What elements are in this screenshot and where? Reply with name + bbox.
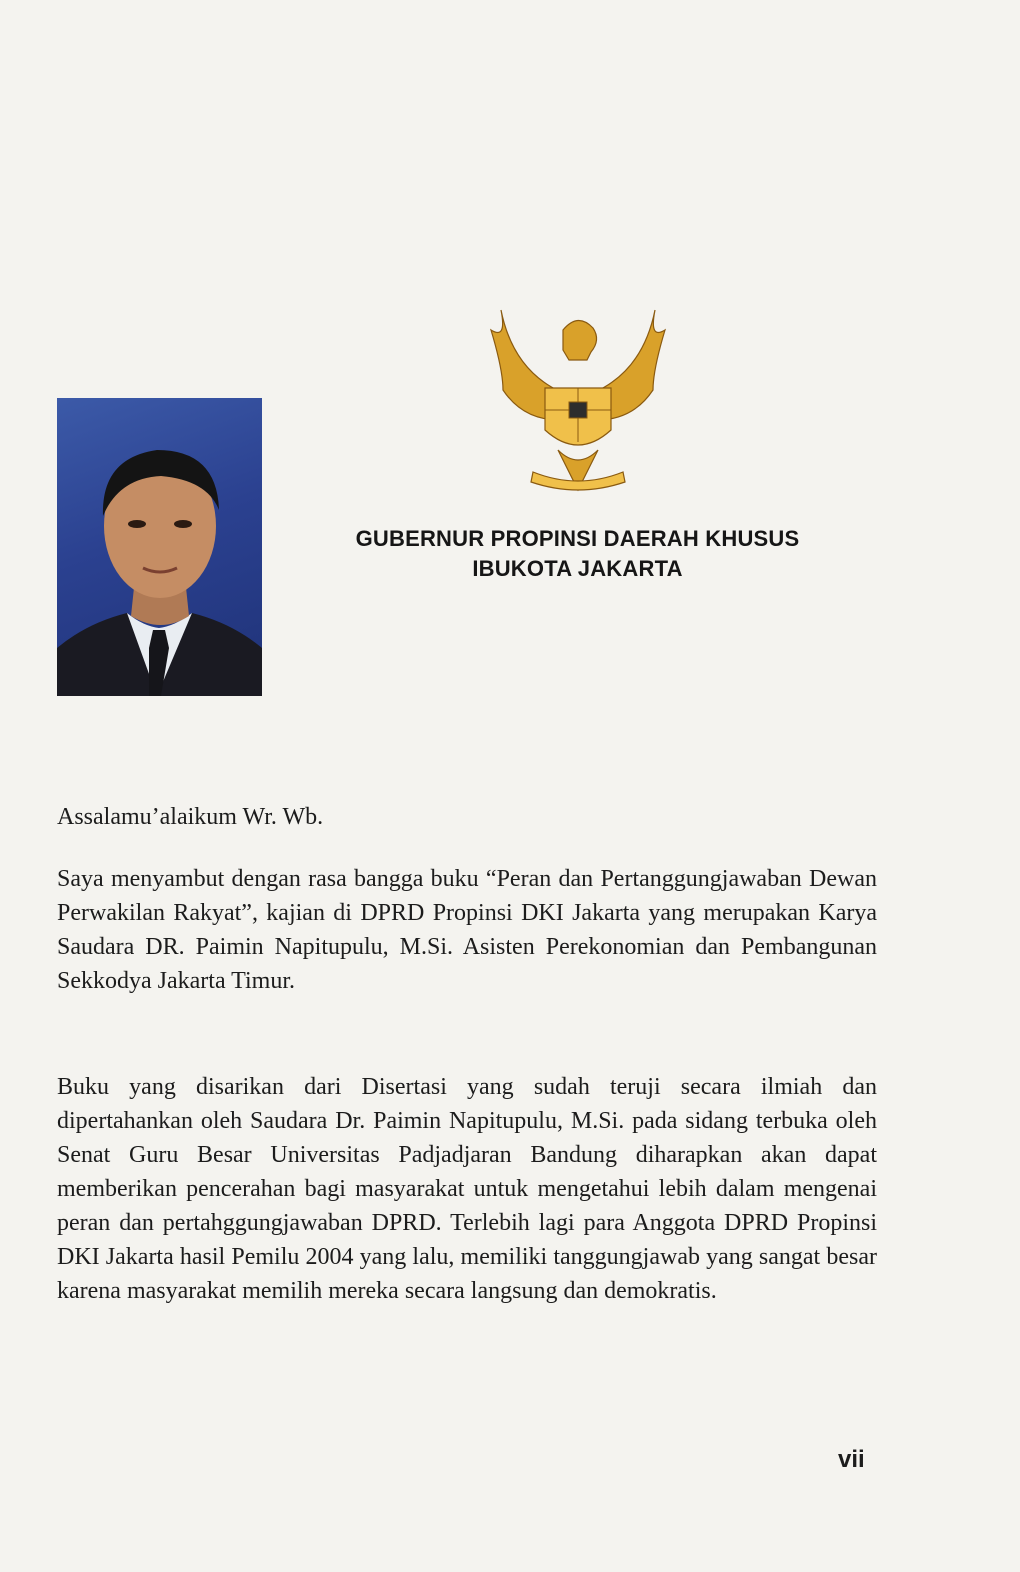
- page-number: vii: [838, 1446, 865, 1473]
- heading-line-2: IBUKOTA JAKARTA: [472, 556, 683, 581]
- garuda-emblem-icon: [483, 300, 673, 500]
- page-heading: [300, 524, 855, 584]
- paragraph-2: Buku yang disarikan dari Disertasi yang sudah teruji secara ilmiah dan dipertahankan oleh Saudara Dr. Paimin Napitupulu, M.Si. pada sidang terbuka oleh Senat Guru Besar Universitas Padjadjaran Bandung diharapkan akan dapat memberikan pencerahan bagi masyarakat untuk mengetahui lebih dalam mengenai peran dan pertahggungjawaban DPRD. Terlebih lagi para Anggota DPRD Propinsi DKI Jakarta hasil Pemilu 2004 yang lalu, memiliki tanggungjawab yang sangat besar karena masyarakat memilih mereka secara langsung dan demokratis.: [57, 1074, 877, 1304]
- greeting: Assalamu’alaikum Wr. Wb.: [57, 804, 324, 830]
- heading-line-1: GUBERNUR PROPINSI DAERAH KHUSUS: [355, 526, 800, 551]
- paragraph-1: Saya menyambut dengan rasa bangga buku “Peran dan Pertanggungjawaban Dewan Perwakilan Rakyat”, kajian di DPRD Propinsi DKI Jakarta yang merupakan Karya Saudara DR. Paimin Napitupulu, M.Si. Asisten Perekonomian dan Pembangunan Sekkodya Jakarta Timur.: [57, 866, 877, 994]
- portrait-photo: [57, 398, 262, 696]
